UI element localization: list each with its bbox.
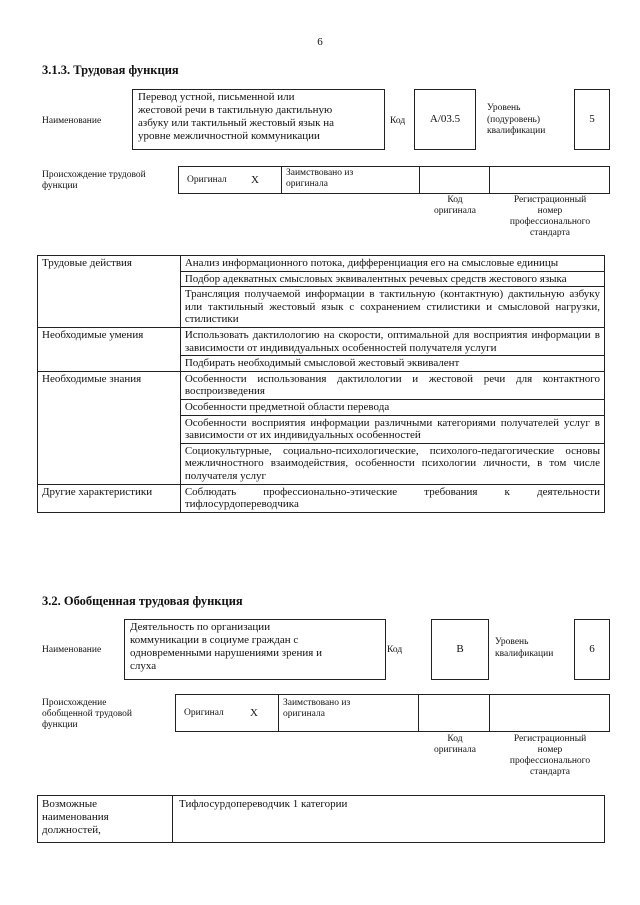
borrowed-line: Заимствовано из (283, 698, 351, 708)
code-original-cell (418, 694, 490, 732)
reg-number-caption (490, 195, 610, 239)
table-cell: Социокультурные, социально-психологические, психолого-педагогические основы межличностного взаимодействия, особенности психологии личности, в том числе получателя услуг (180, 443, 604, 484)
original-label: Оригинал (187, 175, 227, 185)
row-label: Трудовые действия (38, 256, 181, 328)
function-name-line: азбуку или тактильный жестовый язык на (138, 117, 335, 129)
table-cell: Трансляция получаемой информации в тактильную (контактную) дактильную азбуку или тактильный жестовый язык с сохранением стилистики и смысловой нагрузки, стилистики (180, 287, 604, 328)
function-name-line: Деятельность по организации (130, 621, 271, 633)
borrowed-cell (281, 166, 420, 194)
origin-label-line: Происхождение (42, 698, 107, 708)
borrowed-cell (278, 694, 419, 732)
positions-label-cell (37, 795, 173, 843)
caption-line: стандарта (530, 228, 570, 238)
caption-line: оригинала (434, 745, 476, 755)
function-name-line: Перевод устной, письменной или (138, 91, 295, 103)
table-cell: Подбор адекватных смысловых эквивалентных речевых средств жестового языка (180, 271, 604, 287)
original-cell (175, 694, 279, 732)
caption-line: стандарта (530, 767, 570, 777)
original-cell (178, 166, 282, 194)
name-label: Наименование (42, 116, 102, 126)
code-original-caption (420, 195, 490, 217)
borrowed-line: оригинала (283, 709, 325, 719)
level-label-line: квалификации (495, 648, 554, 659)
table-cell: Особенности использования дактилологии и жестовой речи для контактного воспроизведения (180, 371, 604, 399)
code-value-box (414, 89, 476, 150)
level-value-box (574, 89, 610, 150)
origin-label (42, 170, 146, 192)
original-mark: X (250, 707, 258, 719)
caption-line: Регистрационный (513, 734, 587, 744)
generalized-function-name-box (124, 619, 386, 680)
original-mark: X (251, 174, 259, 186)
code-value: В (456, 643, 464, 655)
caption-line: Код (447, 734, 463, 744)
caption-line: номер (537, 745, 563, 755)
code-value: А/03.5 (429, 113, 461, 125)
function-name-line: коммуникации в социуме граждан с (130, 634, 299, 646)
original-label: Оригинал (184, 708, 224, 718)
borrowed-line: оригинала (286, 179, 328, 189)
table-row (38, 484, 605, 512)
function-table (37, 255, 605, 513)
positions-value: Тифлосурдопереводчик 1 категории (179, 798, 348, 810)
origin-label-line: Происхождение трудовой (42, 170, 146, 180)
origin-label (42, 698, 132, 731)
table-cell: Подбирать необходимый смысловой жестовый эквивалент (180, 356, 604, 372)
origin-label-line: функции (42, 181, 78, 191)
level-label-line: Уровень (495, 637, 529, 647)
section-title: 3.1.3. Трудовая функция (42, 63, 179, 77)
qualification-level-label (487, 103, 545, 138)
level-label-line: квалификации (487, 126, 546, 136)
positions-value-cell (172, 795, 605, 843)
function-name-line: слуха (130, 660, 157, 672)
positions-label-line: Возможные (42, 798, 97, 810)
table-row (38, 256, 605, 272)
level-label-line: Уровень (487, 103, 521, 113)
code-label: Код (387, 645, 403, 655)
function-name-line: жестовой речи в тактильную дактильную (138, 104, 333, 116)
level-value: 6 (589, 643, 595, 655)
level-value: 5 (589, 113, 595, 125)
row-label: Необходимые знания (38, 371, 181, 484)
table-cell: Использовать дактилологию на скорости, оптимальной для восприятия информации в зависимости от индивидуальных особенностей получателя услуги (180, 327, 604, 355)
code-value-box (431, 619, 489, 680)
table-cell: Соблюдать профессионально-этические требования к деятельности тифлосурдопереводчика (180, 484, 604, 512)
borrowed-line: Заимствовано из (286, 168, 354, 178)
caption-line: Регистрационный (513, 195, 587, 205)
caption-line: Код (447, 195, 463, 205)
code-label: Код (390, 116, 406, 126)
origin-label-line: функции (42, 720, 78, 730)
page-number: 6 (317, 36, 323, 48)
row-label: Необходимые умения (38, 327, 181, 371)
table-cell: Особенности предметной области перевода (180, 399, 604, 415)
table-cell: Особенности восприятия информации различными категориями получателей услуг в зависимости от их индивидуальных особенностей (180, 415, 604, 443)
function-name-line: одновременными нарушениями зрения и (130, 647, 322, 659)
function-name-box (132, 89, 385, 150)
origin-label-line: обобщенной трудовой (42, 709, 132, 719)
table-row (38, 327, 605, 355)
reg-number-cell (489, 694, 610, 732)
table-row (38, 371, 605, 399)
reg-number-caption (490, 734, 610, 778)
caption-line: профессионального (509, 756, 591, 766)
table-cell: Анализ информационного потока, дифференциация его на смысловые единицы (180, 256, 604, 272)
level-label-line: (подуровень) (487, 114, 541, 125)
name-label: Наименование (42, 645, 102, 655)
qualification-level-label (495, 637, 553, 660)
caption-line: оригинала (434, 206, 476, 216)
section-title: 3.2. Обобщенная трудовая функция (42, 594, 243, 608)
function-name-line: уровне межличностной коммуникации (138, 130, 320, 142)
reg-number-cell (489, 166, 610, 194)
caption-line: номер (537, 206, 563, 216)
row-label: Другие характеристики (38, 484, 181, 512)
code-original-caption (420, 734, 490, 756)
code-original-cell (419, 166, 490, 194)
level-value-box (574, 619, 610, 680)
positions-label-line: наименования (42, 811, 109, 823)
positions-label-line: должностей, (42, 824, 101, 836)
caption-line: профессионального (509, 217, 591, 227)
